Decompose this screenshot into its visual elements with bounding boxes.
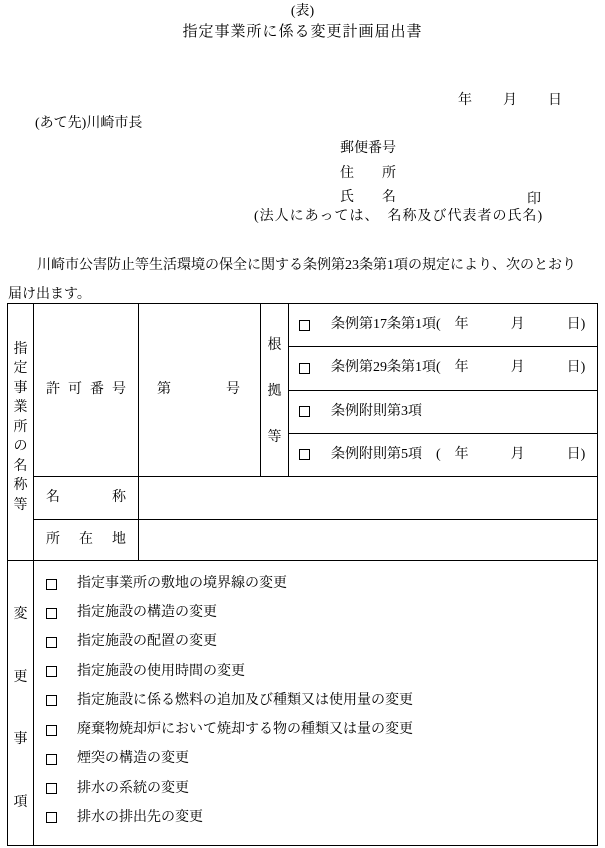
basis-supplement3-checkbox[interactable] — [299, 406, 310, 417]
site-address-label: 所 在 地 — [46, 531, 126, 547]
name-value-cell[interactable] — [139, 477, 598, 520]
section2-row-header-cell — [8, 561, 34, 846]
basis-supplement5-checkbox[interactable] — [299, 449, 310, 460]
intro-line-1: 川崎市公害防止等生活環境の保全に関する条例第23条第1項の規定により、次のとおり — [23, 258, 576, 273]
change-option-row — [34, 751, 597, 767]
name-label-cell — [34, 477, 139, 520]
page-title: 指定事業所に係る変更計画届出書 — [182, 24, 423, 40]
form-table — [7, 303, 598, 846]
basis-label: 根 拠 等 — [267, 338, 282, 445]
page-side-label: (表) — [290, 4, 315, 19]
address-field[interactable]: 住 所 — [340, 166, 396, 181]
change-layout-checkbox[interactable] — [46, 637, 57, 648]
change-items-cell — [34, 561, 598, 846]
basis-option-label: 条例附則第5項 ( 年 月 日) — [331, 446, 586, 462]
corporate-note: (法人にあっては、 名称及び代表者の氏名) — [254, 209, 544, 224]
change-boundary-checkbox[interactable] — [46, 579, 57, 590]
basis-option-row — [289, 304, 598, 347]
basis-option-label: 条例附則第3項 — [331, 403, 422, 419]
section1-row-header-cell — [8, 304, 34, 561]
change-option-label: 指定施設に係る燃料の追加及び種類又は使用量の変更 — [77, 692, 413, 708]
basis-article29-checkbox[interactable] — [299, 363, 310, 374]
change-option-row — [34, 810, 597, 826]
postal-code-field[interactable]: 郵便番号 — [340, 141, 396, 156]
change-structure-checkbox[interactable] — [46, 608, 57, 619]
section1-row-header: 指 定 事 業 所 の 名 称 等 — [13, 342, 28, 513]
change-option-row — [34, 693, 597, 709]
seal-mark: 印 — [527, 192, 541, 207]
basis-option-label: 条例第17条第1項( 年 月 日) — [331, 317, 586, 333]
change-option-label: 指定施設の構造の変更 — [77, 605, 217, 621]
change-option-label: 煙突の構造の変更 — [77, 751, 189, 767]
change-option-row — [34, 781, 597, 797]
basis-article17-checkbox[interactable] — [299, 320, 310, 331]
change-hours-checkbox[interactable] — [46, 666, 57, 677]
intro-line-2: 届け出ます。 — [8, 287, 91, 302]
change-incinerator-checkbox[interactable] — [46, 725, 57, 736]
permit-number-label-cell — [34, 304, 139, 477]
permit-number-label: 許 可 番 号 — [46, 381, 126, 397]
change-option-label: 指定事業所の敷地の境界線の変更 — [77, 576, 287, 591]
basis-option-row — [289, 347, 598, 390]
permit-no-prefix: 第 — [157, 381, 171, 397]
change-option-row — [34, 634, 597, 650]
change-option-label: 廃棄物焼却炉において焼却する物の種類又は量の変更 — [77, 722, 413, 738]
basis-option-row — [289, 433, 598, 476]
change-option-row — [34, 576, 597, 592]
change-option-row — [34, 605, 597, 621]
change-option-label: 指定施設の配置の変更 — [77, 634, 217, 650]
change-option-row — [34, 722, 597, 738]
change-option-label: 指定施設の使用時間の変更 — [77, 663, 245, 679]
site-address-label-cell — [34, 520, 139, 561]
change-drainage-outlet-checkbox[interactable] — [46, 812, 57, 823]
name-field[interactable]: 氏 名 — [340, 190, 396, 205]
addressee-label: (あて先)川崎市長 — [35, 116, 143, 131]
site-address-value-cell[interactable] — [139, 520, 598, 561]
change-chimney-checkbox[interactable] — [46, 754, 57, 765]
basis-option-row — [289, 390, 598, 433]
change-drainage-system-checkbox[interactable] — [46, 783, 57, 794]
permit-no-suffix: 号 — [226, 381, 240, 397]
change-option-row — [34, 664, 597, 680]
change-option-label: 排水の排出先の変更 — [77, 809, 203, 825]
section2-row-header: 変 更 事 項 — [13, 607, 28, 810]
basis-option-label: 条例第29条第1項( 年 月 日) — [331, 360, 586, 376]
name-label: 名 称 — [46, 489, 126, 505]
date-field[interactable]: 年 月 日 — [458, 93, 563, 108]
change-fuel-checkbox[interactable] — [46, 695, 57, 706]
change-option-label: 排水の系統の変更 — [77, 780, 189, 796]
permit-number-cell[interactable] — [139, 304, 261, 477]
basis-label-cell — [261, 304, 289, 477]
